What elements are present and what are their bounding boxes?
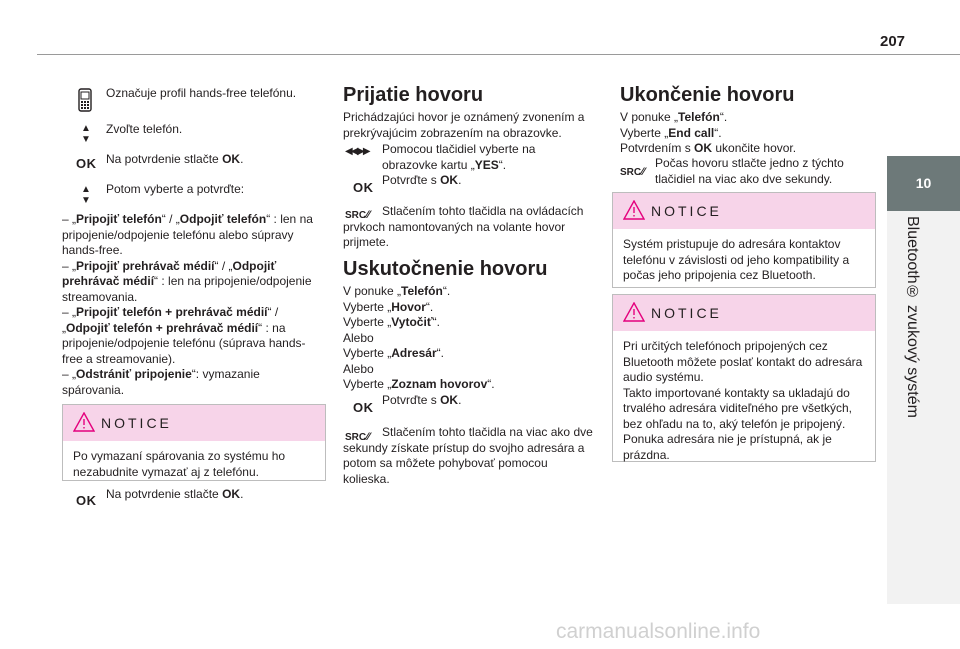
- step-line: Alebo: [343, 361, 374, 376]
- phone-profile-text: Označuje profil hands-free telefónu.: [106, 86, 297, 100]
- notice-paragraph: Pri určitých telefónoch pripojených cez Bluetooth môžete poslať kontakt do adresára audio systému.: [623, 339, 863, 384]
- ok-icon: OK: [76, 156, 97, 171]
- notice-title: NOTICE: [651, 203, 722, 219]
- notice-text: [613, 331, 875, 471]
- step-line: Vyberte „End call“.: [620, 125, 722, 140]
- watermark: carmanualsonline.info: [556, 620, 761, 643]
- warning-icon: [73, 412, 95, 432]
- confirm-ok-text: Potvrďte s OK.: [382, 173, 462, 187]
- step-line: Alebo: [343, 330, 374, 345]
- step-line: V ponuke „Telefón“.: [343, 284, 451, 298]
- select-yes-text: Pomocou tlačidiel vyberte na obrazovke kartu „YES“.: [382, 142, 536, 172]
- step-line: Vyberte „Adresár“.: [343, 346, 444, 360]
- notice-header: [63, 405, 325, 441]
- notice-paragraph: Ponuka adresára nie je prístupná, ak je prázdna.: [623, 432, 832, 462]
- heading-end-call: Ukončenie hovoru: [620, 84, 795, 106]
- header-divider: [37, 54, 960, 55]
- warning-icon: [623, 302, 645, 322]
- notice-title: NOTICE: [651, 305, 722, 321]
- notice-box: [612, 192, 876, 288]
- chapter-tab-number: 10: [887, 156, 960, 211]
- receive-call-intro: Prichádzajúci hovor je oznámený zvonením a prekrývajúcim zobrazením na obrazovke.: [343, 110, 585, 140]
- up-down-arrows-icon: ▲ ▼: [81, 123, 91, 145]
- select-phone-text: Zvoľte telefón.: [106, 122, 183, 136]
- list-item: – „Pripojiť prehrávač médií“ / „Odpojiť prehrávač médií“ : len na pripojenie/odpojenie streamovania.: [62, 258, 312, 304]
- warning-icon: [623, 200, 645, 220]
- confirm-ok-text: Na potvrdenie stlačte OK.: [106, 487, 244, 501]
- step-line: Vyberte „Hovor“.: [343, 299, 434, 314]
- list-item: – „Pripojiť telefón“ / „Odpojiť telefón“ : len na pripojenie/odpojenie telefónu alebo súpravy hands-free.: [62, 212, 313, 257]
- phone-profile-icon: [78, 88, 92, 117]
- end-call-steps: [620, 110, 870, 157]
- chapter-tab-strip: [887, 211, 960, 604]
- notice-paragraph: Takto importované kontakty sa ukladajú do trvalého adresára viditeľného pre všetkých, bez ohľadu na to, aký telefón je pripojený.: [623, 385, 852, 431]
- confirm-ok-text: Potvrďte s OK.: [382, 393, 462, 407]
- step-line: Potvrdením s OK ukončite hovor.: [620, 141, 797, 155]
- ok-icon: OK: [353, 180, 374, 195]
- ok-icon: OK: [353, 400, 374, 415]
- notice-title: NOTICE: [101, 415, 172, 431]
- src-end-call-text: Počas hovoru stlačte jedno z týchto tlačidiel na viac ako dve sekundy.: [655, 156, 844, 186]
- page-number: 207: [880, 33, 906, 50]
- notice-header: [613, 295, 875, 331]
- src-answer-text: Stlačením tohto tlačidla na ovládacích prvkoch namontovaných na volante hovor prijmete.: [343, 204, 584, 249]
- notice-box: [612, 294, 876, 462]
- notice-text: Po vymazaní spárovania zo systému ho nezabudnite vymazať aj z telefónu.: [73, 449, 286, 479]
- list-item: – „Pripojiť telefón + prehrávač médií“ / „Odpojiť telefón + prehrávač médií“ : na pripojenie/odpojenie telefónu (súprava hands-free a streamovanie).: [62, 305, 306, 366]
- src-steering-button-icon: SRC⁄⁄: [345, 209, 370, 221]
- src-steering-button-icon: SRC⁄⁄: [620, 166, 645, 178]
- src-steering-button-icon: SRC⁄⁄: [345, 431, 370, 443]
- connection-options-list: [62, 212, 324, 398]
- step-line: Vyberte „Zoznam hovorov“.: [343, 377, 495, 391]
- confirm-ok-text: Na potvrdenie stlačte OK.: [106, 152, 244, 166]
- heading-receive-call: Prijatie hovoru: [343, 84, 484, 106]
- ok-icon: OK: [76, 493, 97, 508]
- notice-box: [62, 404, 326, 481]
- step-line: Vyberte „Vytočiť“.: [343, 315, 440, 329]
- up-down-arrows-icon: ▲ ▼: [81, 184, 91, 206]
- notice-text: Systém pristupuje do adresára kontaktov telefónu v závislosti od jeho kompatibility a počas jeho pripojenia cez Bluetooth.: [623, 237, 850, 282]
- chapter-title: Bluetooth® zvukový systém: [904, 216, 921, 418]
- src-directory-text: Stlačením tohto tlačidla na viac ako dve sekundy získate prístup do svojho adresára a potom sa môžete pohybovať pomocou kolieska.: [343, 425, 593, 486]
- then-select-text: Potom vyberte a potvrďte:: [106, 182, 245, 196]
- list-item: – „Odstrániť pripojenie“: vymazanie spárovania.: [62, 367, 260, 397]
- left-right-arrows-icon: ◀◀ ▶▶: [345, 146, 369, 157]
- heading-make-call: Uskutočnenie hovoru: [343, 258, 548, 280]
- make-call-steps: [343, 284, 593, 393]
- step-line: V ponuke „Telefón“.: [620, 110, 728, 124]
- notice-header: [613, 193, 875, 229]
